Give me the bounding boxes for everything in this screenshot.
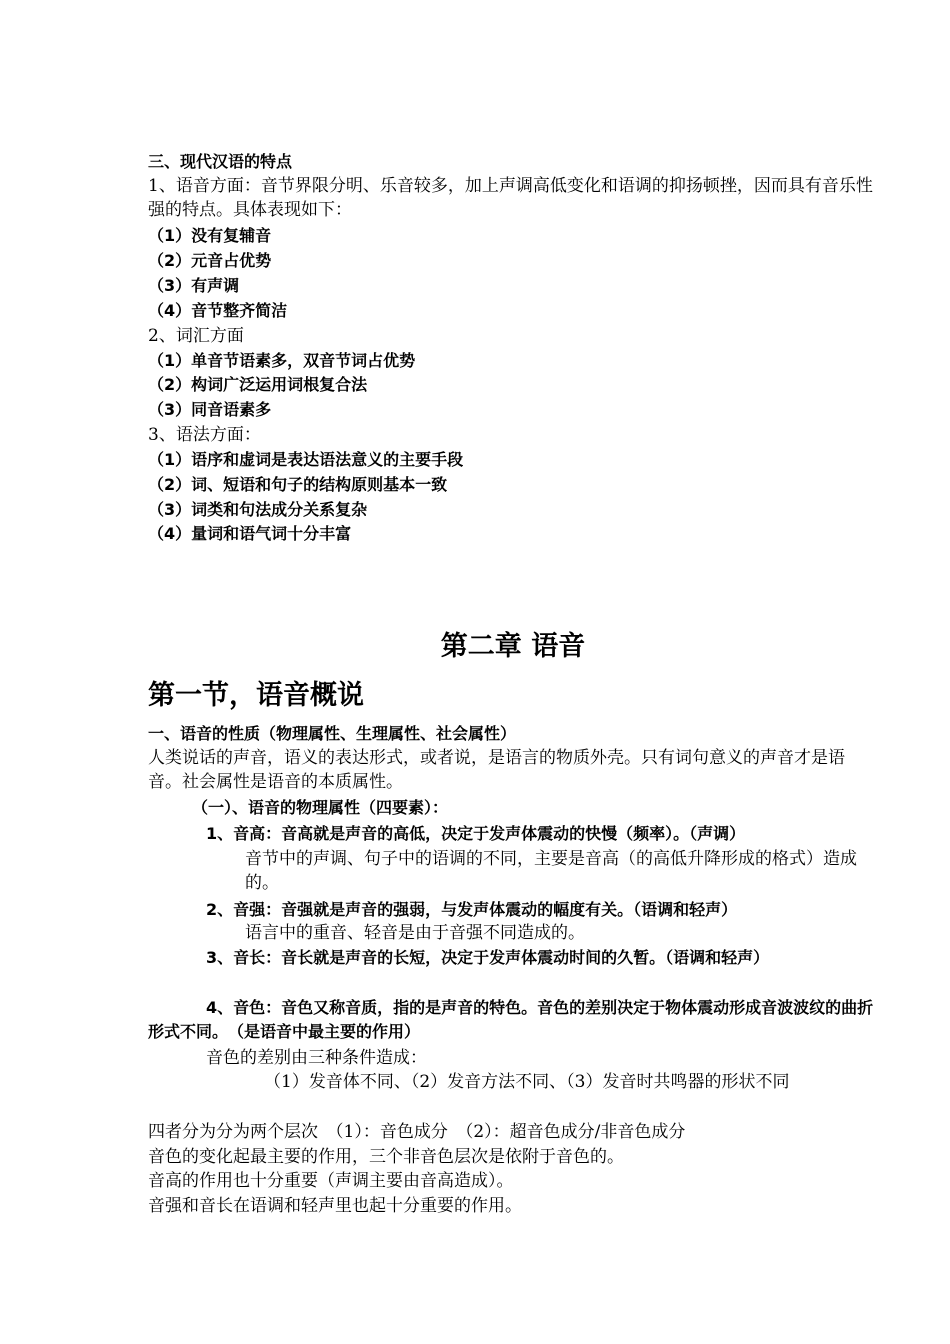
- timbre-conditions-intro: 音色的差别由三种条件造成：: [206, 1048, 427, 1068]
- pitch-title: 1、音高：音高就是声音的高低，决定于发声体震动的快慢（频率）。（声调）: [206, 824, 746, 843]
- phonetics-item: （4）音节整齐简洁: [148, 301, 288, 320]
- part3-heading: 三、现代汉语的特点: [148, 152, 293, 171]
- physical-heading: （一）、语音的物理属性（四要素）：: [192, 798, 449, 817]
- vocabulary-title: 2、词汇方面: [148, 326, 244, 346]
- vocabulary-item: （1）单音节语素多，双音节词占优势: [148, 351, 416, 370]
- timbre-conditions: （1）发音体不同、（2）发音方法不同、（3）发音时共鸣器的形状不同: [264, 1072, 790, 1092]
- timbre-title: 4、音色：音色又称音质，指的是声音的特色。音色的差别决定于物体震动形成音波波纹的曲折形式不同。 （是语音中最主要的作用）: [148, 998, 874, 1041]
- grammar-title: 3、语法方面：: [148, 425, 261, 445]
- nature-text: 人类说话的声音，语义的表达形式，或者说，是语言的物质外壳。只有词句意义的声音才是语音。社会属性是语音的本质属性。: [148, 748, 845, 792]
- summary-line: 音强和音长在语调和轻声里也起十分重要的作用。: [148, 1196, 522, 1216]
- summary-line: 音高的作用也十分重要（声调主要由音高造成）。: [148, 1171, 514, 1191]
- grammar-item: （4）量词和语气词十分丰富: [148, 524, 352, 543]
- nature-heading: 一、语音的性质（物理属性、生理属性、社会属性）: [148, 724, 517, 743]
- summary-line: 四者分为分为两个层次 （1）：音色成分 （2）：超音色成分/非音色成分: [148, 1122, 686, 1142]
- grammar-item: （2）词、短语和句子的结构原则基本一致: [148, 475, 448, 494]
- grammar-item: （3）词类和句法成分关系复杂: [148, 500, 368, 519]
- phonetics-item: （2）元音占优势: [148, 251, 272, 270]
- vocabulary-item: （2）构词广泛运用词根复合法: [148, 375, 368, 394]
- intensity-title: 2、音强：音强就是声音的强弱，与发声体震动的幅度有关。（语调和轻声）: [206, 900, 738, 919]
- pitch-note: 音节中的声调、句子中的语调的不同，主要是音高（的高低升降形成的格式）造成的。: [245, 849, 857, 893]
- vocabulary-item: （3）同音语素多: [148, 400, 272, 419]
- summary-line: 音色的变化起最主要的作用，三个非音色层次是依附于音色的。: [148, 1147, 624, 1167]
- phonetics-title: 1、语音方面：音节界限分明、乐音较多，加上声调高低变化和语调的抑扬顿挫，因而具有音乐性强的特点。具体表现如下：: [148, 176, 873, 220]
- intensity-note: 语言中的重音、轻音是由于音强不同造成的。: [245, 923, 585, 943]
- length-title: 3、音长：音长就是声音的长短，决定于发声体震动时间的久暂。（语调和轻声）: [206, 948, 770, 967]
- phonetics-item: （1）没有复辅音: [148, 226, 272, 245]
- grammar-item: （1）语序和虚词是表达语法意义的主要手段: [148, 450, 464, 469]
- chapter-title: 第二章 语音: [440, 631, 586, 662]
- phonetics-item: （3）有声调: [148, 276, 240, 295]
- section-title: 第一节，语音概说: [148, 680, 364, 711]
